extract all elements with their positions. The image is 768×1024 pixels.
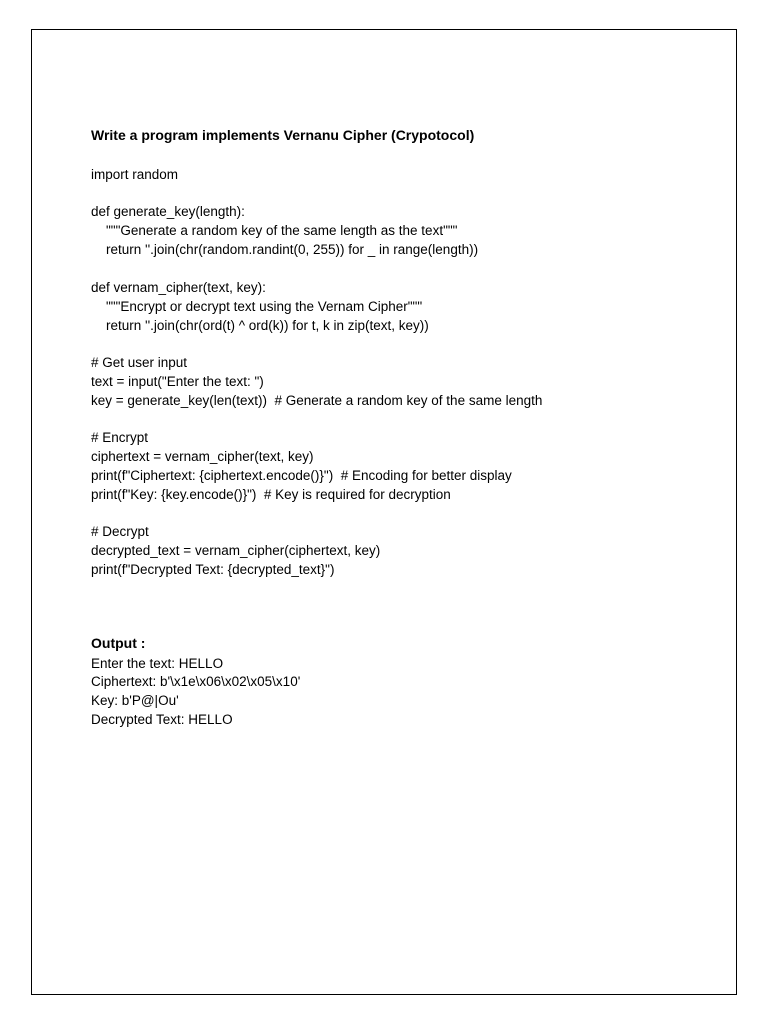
output-line-ciphertext: Ciphertext: b'\x1e\x06\x02\x05\x10' xyxy=(91,674,301,689)
code-line-key-generate: key = generate_key(len(text)) # Generate a random key of the same length xyxy=(91,393,543,408)
code-line-docstring-generate: """Generate a random key of the same length as the text""" xyxy=(91,223,458,238)
code-comment-encrypt: # Encrypt xyxy=(91,430,149,445)
output-heading: Output : xyxy=(91,635,146,651)
code-line-return-vernam: return ''.join(chr(ord(t) ^ ord(k)) for t, k in zip(text, key)) xyxy=(91,318,429,333)
output-line-key: Key: b'P@|Ou' xyxy=(91,693,179,708)
code-line-docstring-vernam: """Encrypt or decrypt text using the Vernam Cipher""" xyxy=(91,299,423,314)
code-comment-decrypt: # Decrypt xyxy=(91,524,149,539)
code-line-decrypted-text: decrypted_text = vernam_cipher(ciphertext, key) xyxy=(91,543,381,558)
code-line-print-ciphertext: print(f"Ciphertext: {ciphertext.encode()}") # Encoding for better display xyxy=(91,468,512,483)
output-line-decrypted: Decrypted Text: HELLO xyxy=(91,712,233,727)
code-line-def-vernam: def vernam_cipher(text, key): xyxy=(91,280,266,295)
code-line-ciphertext: ciphertext = vernam_cipher(text, key) xyxy=(91,449,314,464)
code-line-return-generate: return ''.join(chr(random.randint(0, 255)) for _ in range(length)) xyxy=(91,242,479,257)
code-line-import: import random xyxy=(91,167,179,182)
output-line-enter-text: Enter the text: HELLO xyxy=(91,656,224,671)
code-line-print-key: print(f"Key: {key.encode()}") # Key is required for decryption xyxy=(91,487,451,502)
code-line-text-input: text = input("Enter the text: ") xyxy=(91,374,264,389)
document-title: Write a program implements Vernanu Cipher (Crypotocol) xyxy=(91,127,475,143)
code-line-def-generate-key: def generate_key(length): xyxy=(91,204,245,219)
code-comment-get-input: # Get user input xyxy=(91,355,188,370)
code-line-print-decrypted: print(f"Decrypted Text: {decrypted_text}") xyxy=(91,562,335,577)
